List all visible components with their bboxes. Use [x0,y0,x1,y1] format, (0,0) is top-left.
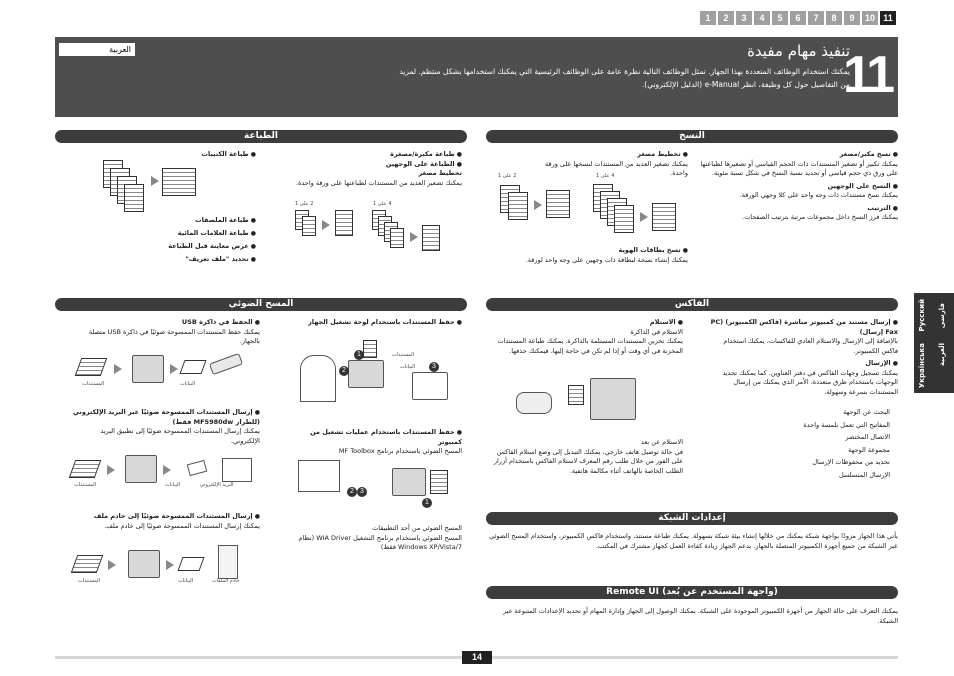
server-caption-docs: المستندات [78,578,101,584]
page-result [422,225,440,251]
person-illustration [300,355,336,402]
fax-bullet: مجموعة الوجهة [848,445,890,454]
fax-bullet: الإرسال المتسلسل [838,470,890,479]
arrow-icon [108,560,116,570]
email-caption-email: البريد الإلكتروني [200,482,234,488]
chapter-description: يمكنك استخدام الوظائف المتعددة بهذا الجهاز. تمثل الوظائف التالية نظرة عامة على الوظائف الرئيسية التي يمكنك استخدامها بشكل منتظم. لمزيد من التفاصيل حول كل وظيفة، انظر e-Manual (الدليل الإلكتروني). [399,67,850,89]
scan-pc-bullet-3: المسح الضوئي باستخدام برنامج التشغيل WIA Driver (نظام Windows XP/Vista/7 فقط) [298,533,462,551]
booklet-page [124,184,144,212]
step-1-marker: 1 [354,350,364,360]
step-2-marker: 2 [339,366,349,376]
page-thumb [390,228,404,248]
copy-2on1-label: 2 على 1 [498,173,517,179]
print-2on1-label: 2 على 1 [295,201,314,207]
copy-item-2-text: يمكنك نسخ مستندات ذات وجه واحد على كلا وجهي الورقة. [739,191,898,199]
arrow-icon [107,465,115,475]
chapter-tab-10[interactable]: 10 [862,11,878,25]
chapter-tab-9[interactable]: 9 [844,11,860,25]
print-right-items [160,150,256,160]
chapter-header [55,37,898,117]
printer-illustration [348,360,384,388]
usb-caption-data: البيانات [180,381,196,387]
arrow-icon [114,364,122,374]
file-server-icon [218,545,238,579]
documents-illustration [71,555,104,573]
side-lang-russian: Русский [918,299,926,332]
fax-receive-1-text: يمكنك تخزين المستندات المستلمة بالذاكرة. يمكنك طباعة المستندات المخزنة في أي وقت أو إذا لم تكن في حاجة إليها، فيمكنك حذفها. [497,337,683,355]
copy-item-5-text: يمكنك إنشاء نسخة لبطاقة ذات وجهين على وجه واحد لورقة. [525,255,688,264]
fax-item-1: ● إرسال مستند من كمبيوتر مباشرة (فاكس الكمبيوتر) (PC Fax إرسال) [708,318,898,337]
page-thumb [508,192,528,220]
print-right-items-2 [160,214,256,266]
print-poster: ● طباعة الملصقات [160,214,256,227]
fax-bullet: الاتصال المختصر [845,433,890,441]
chapter-tab-3[interactable]: 3 [736,11,752,25]
copy-item-3: ● الترتيب [700,204,898,214]
booklet-result [162,168,196,196]
network-section-title: إعدادات الشبكة [486,512,898,525]
fax-bullet: المفاتيح التي تعمل بلمسة واحدة [803,420,890,429]
scan-pc-more [290,524,462,553]
document-illustration [430,470,448,494]
scan-item-email: ● إرسال المستندات الممسوحة ضوئيًا عبر البريد الإلكتروني (للطراز MF5980dw فقط) يمكنك إرسال المستندات الممسوحة ضوئيًا إلى تطبيق البريد الإلكتروني. [70,408,260,446]
print-4on1-label: 4 على 1 [373,201,392,207]
print-item-3-text: يمكنك تصغير العديد من المستندات لطباعتها على ورقة واحدة. [295,178,462,187]
chapter-tab-6[interactable]: 6 [790,11,806,25]
arrow-icon [640,212,648,222]
page-result [652,203,676,231]
fax-receive [488,318,683,356]
fax-item-2-text: يمكنك تسجيل وجهات الفاكس في دفتر العناوين. كما يمكنك تحديد الوجهات باستخدام طرق متعددة، الأمر الذي يمكنك من إرسال المستندات بسرعة وسهولة. [722,368,898,396]
fax-receive-title: ● الاستلام [488,318,683,328]
side-lang-arabic: العربية [938,343,946,367]
copy-items [700,150,898,223]
step-1-marker: 1 [422,498,432,508]
print-item-2: ● الطباعة على الوجهين [280,160,462,170]
chapter-tab-8[interactable]: 8 [826,11,842,25]
arrow-icon [410,232,418,242]
email-icon [187,460,207,476]
arrow-icon [166,560,174,570]
print-section-title: الطباعة [55,130,467,143]
print-profile: ● تحديد "ملف تعريف" [160,253,256,266]
print-booklet: ● طباعة الكتيبات [160,150,256,160]
scan-item-1: ● حفظ المستندات باستخدام لوحة تشغيل الجهاز [290,318,462,328]
step-2-marker: 2 [347,487,357,497]
step-3-marker: 3 [357,487,367,497]
fax-receive-2: الاستلام عن بعد [640,438,683,446]
copy-item-5: ● نسخ بطاقات الهوية [500,246,688,256]
computer-illustration [298,460,340,492]
chapter-tabs [700,11,896,25]
copy-item-4: ● تخطيط مصغر [528,150,688,160]
remote-ui-text: يمكنك التعرف على حالة الجهاز من أجهزة الكمبيوتر الموجودة على الشبكة. يمكنك الوصول إلى الجهاز وإدارة المهام أو تحديد الإعدادات المتنوعة عبر الشبكة. [503,607,898,625]
fax-doc-illustration [568,385,584,405]
page-result [546,190,570,218]
remote-ui-section-title: Remote UI (واجهة المستخدم عن بُعد) [486,586,898,599]
chapter-tab-2[interactable]: 2 [718,11,734,25]
email-caption-data: البيانات [165,482,181,488]
print-watermark: ● طباعة العلامات المائية [160,227,256,240]
chapter-tab-11[interactable]: 11 [880,11,896,25]
fax-bullet: تحديد من محفوظات الإرسال [812,458,890,466]
print-item-3: تخطيط مصغر [418,169,462,177]
printer-illustration [132,355,164,383]
fax-bullets [760,406,890,481]
documents-illustration [69,460,102,478]
printer-illustration [128,550,160,578]
page-number: 14 [462,651,492,664]
side-lang-farsi: فارسی [938,303,946,329]
print-item-1: ● طباعة مكبرة/مصغرة [280,150,462,160]
scan-label-docs: المستندات [392,352,415,358]
language-label: العربية [59,43,135,56]
usb-memory-icon [209,353,243,375]
page-thumb [302,216,316,236]
step-3-marker: 3 [429,362,439,372]
server-caption: خادم الملفات [212,578,240,584]
data-illustration [177,557,204,571]
server-caption-data: البيانات [178,578,194,584]
copy-items-3 [500,246,688,265]
arrow-icon [534,200,542,210]
computer-illustration [412,372,448,400]
scan-item-2: ● حفظ المستندات باستخدام عمليات تشغيل من كمبيوتر المسح الضوئي باستخدام برنامج MF Toolbox [290,428,462,457]
fax-receive-2-text: في حالة توصيل هاتف خارجي، يمكنك التبديل إلى وضع استلام الفاكس على الفور من خلال طلب رقم المعرف لاستلام الفاكس باستخدام أزرار الطلب الخاصة بالهاتف أثناء مكالمة هاتفية. [493,447,683,475]
language-side-tab [914,293,954,393]
scan-pc-bullet-2: المسح الضوئي من أحد التطبيقات [372,524,462,532]
fax-receive-1: الاستلام في الذاكرة [630,327,683,336]
usb-caption-docs: المستندات [82,381,105,387]
page-thumb [614,205,634,233]
documents-illustration [75,358,108,376]
scan-item-usb: ● الحفظ في ذاكرة USB يمكنك حفظ المستندات الممسوحة ضوئيًا في ذاكرة USB متصلة بالجهاز. [70,318,260,347]
document-illustration [363,340,377,358]
copy-item-2: ● النسخ على الوجهين [700,182,898,192]
fax-bullet: البحث عن الوجهة [843,408,890,416]
scan-label-data: البيانات [400,364,416,370]
printer-illustration [392,468,426,496]
fax-section-title: الفاكس [486,298,898,311]
copy-4on1-label: 4 على 1 [596,173,615,179]
copy-item-4-text: يمكنك تصغير العديد من المستندات لنسخها على ورقة واحدة. [544,159,688,177]
copy-section-title: النسخ [486,130,898,143]
arrow-icon [163,465,171,475]
copy-item-1: ● نسخ مكبر/مصغر [700,150,898,160]
fax-remote [488,438,683,476]
chapter-tab-7[interactable]: 7 [808,11,824,25]
fax-items [708,318,898,397]
fax-machine-illustration [590,378,636,420]
chapter-title: تنفيذ مهام مفيدة [747,42,850,60]
scan-section-title: المسح الضوئي [55,298,467,311]
chapter-number: 11 [843,46,892,104]
arrow-icon [170,364,178,374]
network-text: يأتي هذا الجهاز مزودًا بواجهة شبكة يمكنك من خلالها إنشاء بيئة شبكة بسهولة. يمكنك طباعة مستند، واستخدام فاكس الكمبيوتر، واستخدام المسح الضوئي عبر الشبكة من جميع أجهزة الكمبيوتر المتصلة بالجهاز. يدعم الجهاز زيادة كفاءة العمل كجهاز مشترك في المكتب. [489,532,898,550]
print-left-items [280,150,462,188]
email-caption-docs: المستندات [74,482,97,488]
fax-item-1-text: بالإضافة إلى الإرسال والاستلام العادي للفاكسات، يمكنك استخدام فاكس الكمبيوتر. [723,337,898,355]
arrow-icon [322,220,330,230]
fax-item-2: ● الإرسال [708,359,898,369]
chapter-tab-1[interactable]: 1 [700,11,716,25]
printer-illustration [125,455,157,483]
chapter-tab-5[interactable]: 5 [772,11,788,25]
chapter-tab-4[interactable]: 4 [754,11,770,25]
computer-illustration [222,458,252,482]
side-lang-ukrainian: Українська [918,343,926,389]
scan-pc-bullet-1: المسح الضوئي باستخدام برنامج MF Toolbox [338,447,462,455]
arrow-icon [151,176,159,186]
data-illustration [179,360,206,374]
scan-item-server: ● إرسال المستندات الممسوحة ضوئيًا إلى خادم ملف يمكنك إرسال المستندات الممسوحة ضوئيًا إلى خادم ملف. [70,512,260,531]
print-preview: ● عرض معاينة قبل الطباعة [160,240,256,253]
page-result [335,210,353,236]
copy-item-1-text: يمكنك تكبير أو تصغير المستندات ذات الحجم القياسي أو تصغيرها لطباعتها على ورق ذي حجم قياسي أو تحديد نسبة النسخ في شكل نسبة مئوية. [700,159,898,177]
phone-icon [516,392,552,414]
copy-item-3-text: يمكنك فرز النسخ داخل مجموعات مرتبة بترتيب الصفحات. [742,213,898,221]
